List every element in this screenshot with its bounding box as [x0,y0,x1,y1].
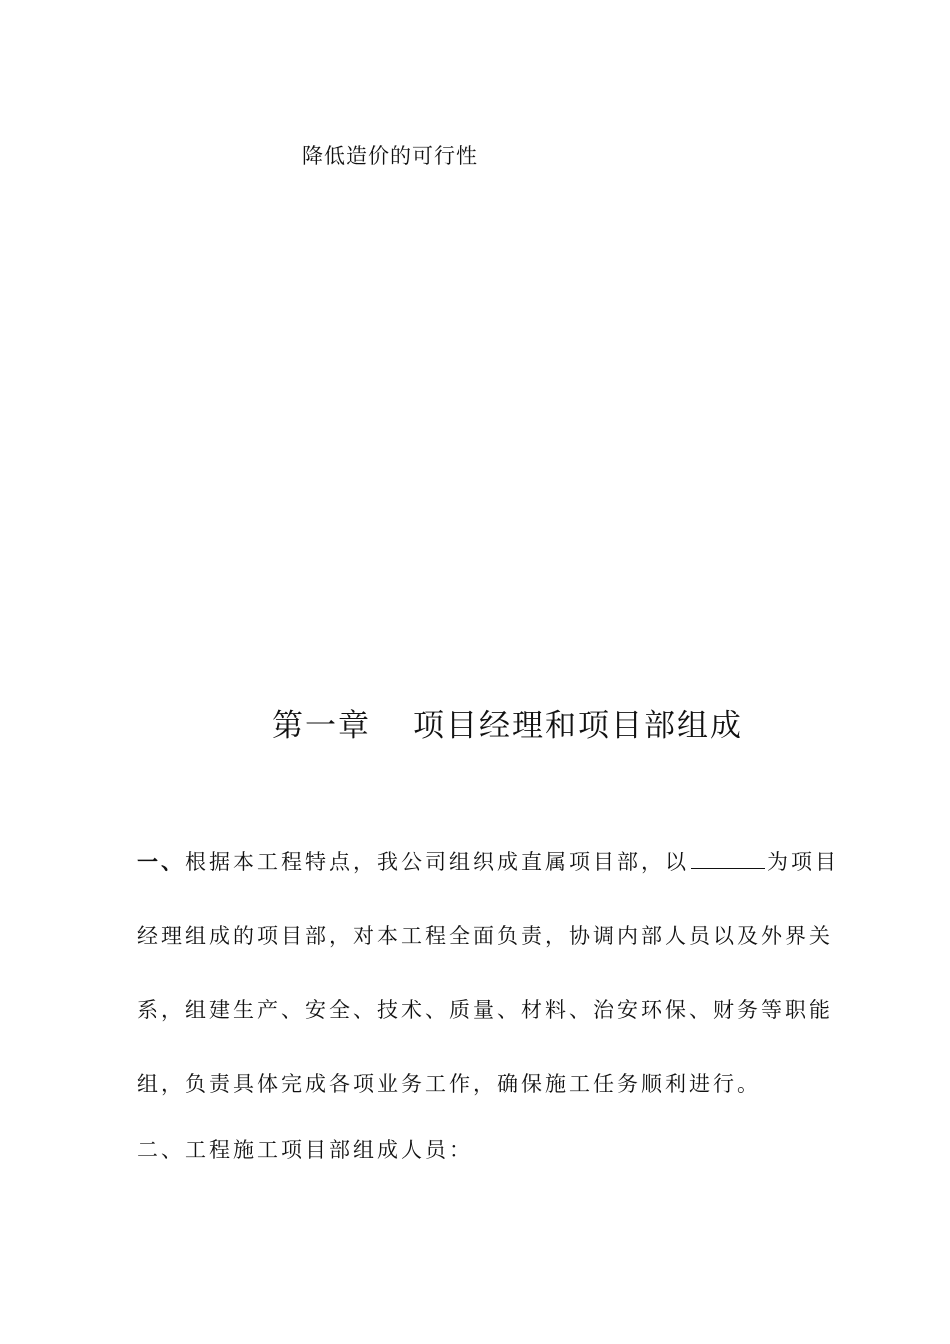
section1-line1-after: 为项目 [767,850,839,874]
header-note: 降低造价的可行性 [302,144,478,168]
section1-line1-before: 根据本工程特点，我公司组织成直属项目部，以 [185,850,689,874]
section1-line-2: 经理组成的项目部，对本工程全面负责，协调内部人员以及外界关 [137,924,833,948]
chapter-name: 项目经理和项目部组成 [413,708,743,744]
section1-line-4: 组，负责具体完成各项业务工作，确保施工任务顺利进行。 [137,1072,761,1096]
section1-line-3: 系，组建生产、安全、技术、质量、材料、治安环保、财务等职能 [137,998,833,1022]
section2-heading: 二、工程施工项目部组成人员： [137,1138,473,1162]
fill-in-blank [691,850,765,869]
chapter-title [272,700,743,745]
section1-lead: 一、 [137,849,185,874]
section1-line-1 [137,846,839,876]
chapter-number: 第一章 [272,708,371,744]
